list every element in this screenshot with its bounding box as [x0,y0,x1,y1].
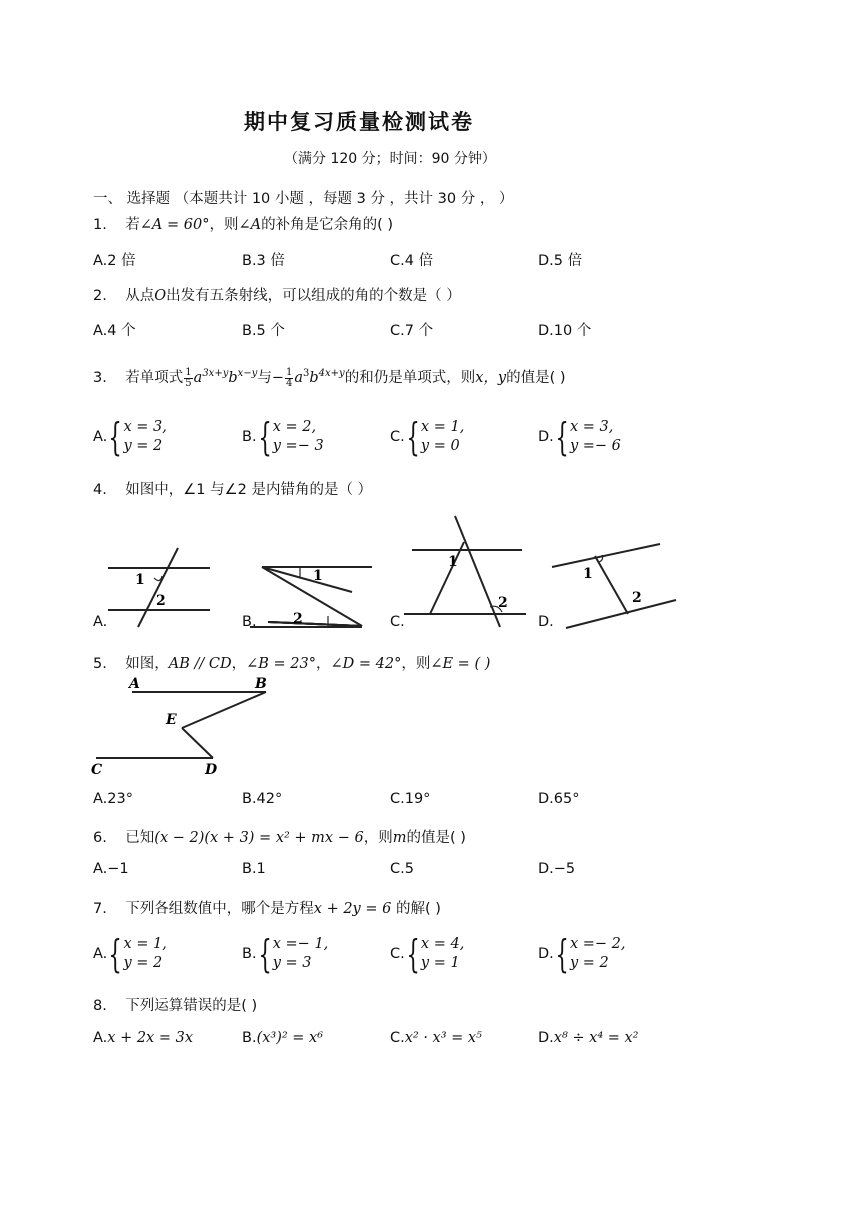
q4-b-label-2: 2 [293,611,303,627]
q1-option-b[interactable]: B.3 倍 [242,253,285,269]
q4-figure-d [552,544,676,628]
q1-math-a: ∠A = 60° [139,217,210,233]
q2-text-a: 从点 [125,288,155,304]
brace-icon: { [258,415,272,459]
q1-text-c: 的补角是它余角的( ) [261,217,394,233]
q1-option-a[interactable]: A.2 倍 [93,253,136,269]
question-4 [93,478,372,499]
question-number: 5. [93,656,107,672]
question-number: 6. [93,830,107,846]
q3-fraction-1: $\frac{1}{5}$ [185,366,192,389]
brace-icon: { [555,415,569,459]
q6-option-a[interactable]: A.−1 [93,861,129,877]
question-5: 5. 如图，AB // CD，∠B = 23°，∠D = 42°，则∠E = ( ) [93,656,491,672]
q8-option-a[interactable]: A.x + 2x = 3x [93,1030,193,1046]
brace-icon: { [555,932,569,976]
q7-option-a[interactable]: A. { x = 1, y = 2 [93,932,167,976]
question-8: 8. 下列运算错误的是( ) [93,998,258,1014]
question-1 [93,213,393,234]
q5-label-e: E [166,712,177,728]
q8-option-b[interactable]: B.(x³)² = x⁶ [242,1030,324,1046]
question-7: 7. 下列各组数值中，哪个是方程x + 2y = 6 的解( ) [93,901,441,917]
question-number: 1. [93,217,107,233]
q3-text-a: 若单项式 [125,370,184,386]
q4-a-label-2: 2 [156,593,166,609]
q3-option-d[interactable]: D. { x = 3, y =− 6 [538,415,621,459]
question-3: 3. 若单项式 $\frac{1}{5}$ $a^{3x+y}b^{x-y}$与− $\frac{1}{4}$ $a^3b^{4x+y}$的和仍是单项式，则x，y的值是( ) [93,366,566,389]
page-subtitle: （满分 120 分；时间：90 分钟） [284,151,496,167]
question-number: 8. [93,998,107,1014]
q1-text-b: ，则 [209,217,239,233]
brace-icon: { [406,415,420,459]
q4-d-label-2: 2 [632,590,642,606]
q1-text-a: 若 [125,217,140,233]
q3-text-c: 的和仍是单项式，则 [344,370,476,386]
q3-fraction-2: $\frac{1}{4}$ [285,366,293,389]
q1-option-c[interactable]: C.4 倍 [390,253,434,269]
question-number: 2. [93,288,107,304]
q4-c-label-2: 2 [498,595,508,611]
q8-option-d[interactable]: D.x⁸ ÷ x⁴ = x² [538,1030,639,1046]
q6-option-d[interactable]: D.−5 [538,861,576,877]
q2-option-c[interactable]: C.7 个 [390,323,434,339]
q4-figure-a [108,548,210,627]
q3-text-d: 的值是( ) [506,370,566,386]
q4-option-d[interactable]: D. [538,614,554,630]
brace-icon: { [108,932,123,976]
q4-b-label-1: 1 [313,568,323,584]
q6-option-b[interactable]: B.1 [242,861,266,877]
q4-figure-b [250,567,372,627]
question-number: 4. [93,482,107,498]
question-2 [93,284,461,305]
q6-option-c[interactable]: C.5 [390,861,414,877]
q3-option-a[interactable]: A. { x = 3, y = 2 [93,415,167,459]
q5-label-b: B [255,676,267,692]
q7-option-b[interactable]: B. { x =− 1, y = 3 [242,932,329,976]
q1-option-d[interactable]: D.5 倍 [538,253,583,269]
q5-figure [88,674,278,782]
q3-text-b: 与 [257,370,272,386]
q2-math-a: O [154,288,167,304]
brace-icon: { [406,932,420,976]
q2-option-b[interactable]: B.5 个 [242,323,285,339]
question-number: 7. [93,901,107,917]
q2-text-b: 出发有五条射线，可以组成的角的个数是（ ） [166,288,461,304]
q1-math-b: ∠A [238,217,262,233]
brace-icon: { [108,415,123,459]
q4-option-a[interactable]: A. [93,614,108,630]
q5-label-d: D [205,762,218,778]
q4-d-label-1: 1 [583,566,593,582]
q5-option-a[interactable]: A.23° [93,791,133,807]
q4-text: 如图中，∠1 与∠2 是内错角的是（ ） [125,482,373,498]
question-6: 6. 已知(x − 2)(x + 3) = x² + mx − 6，则m的值是( ) [93,830,466,846]
q5-label-a: A [129,676,140,692]
q5-label-c: C [91,762,103,778]
brace-icon: { [258,932,272,976]
q2-option-d[interactable]: D.10 个 [538,323,592,339]
q3-option-c[interactable]: C. { x = 1, y = 0 [390,415,465,459]
q5-option-c[interactable]: C.19° [390,791,431,807]
q4-a-label-1: 1 [135,572,145,588]
page-title: 期中复习质量检测试卷 [244,110,474,134]
question-number: 3. [93,370,107,386]
q7-option-c[interactable]: C. { x = 4, y = 1 [390,932,465,976]
q3-option-b[interactable]: B. { x = 2, y =− 3 [242,415,324,459]
q5-option-d[interactable]: D.65° [538,791,580,807]
q8-option-c[interactable]: C.x² · x³ = x⁵ [390,1030,482,1046]
section-heading: 一、 选择题 （本题共计 10 小题 ，每题 3 分 ，共计 30 分 ， ） [93,191,514,207]
q4-option-b[interactable]: B. [242,614,257,630]
q7-option-d[interactable]: D. { x =− 2, y = 2 [538,932,626,976]
q4-option-c[interactable]: C. [390,614,405,630]
q2-option-a[interactable]: A.4 个 [93,323,136,339]
q4-c-label-1: 1 [448,554,458,570]
q5-option-b[interactable]: B.42° [242,791,283,807]
